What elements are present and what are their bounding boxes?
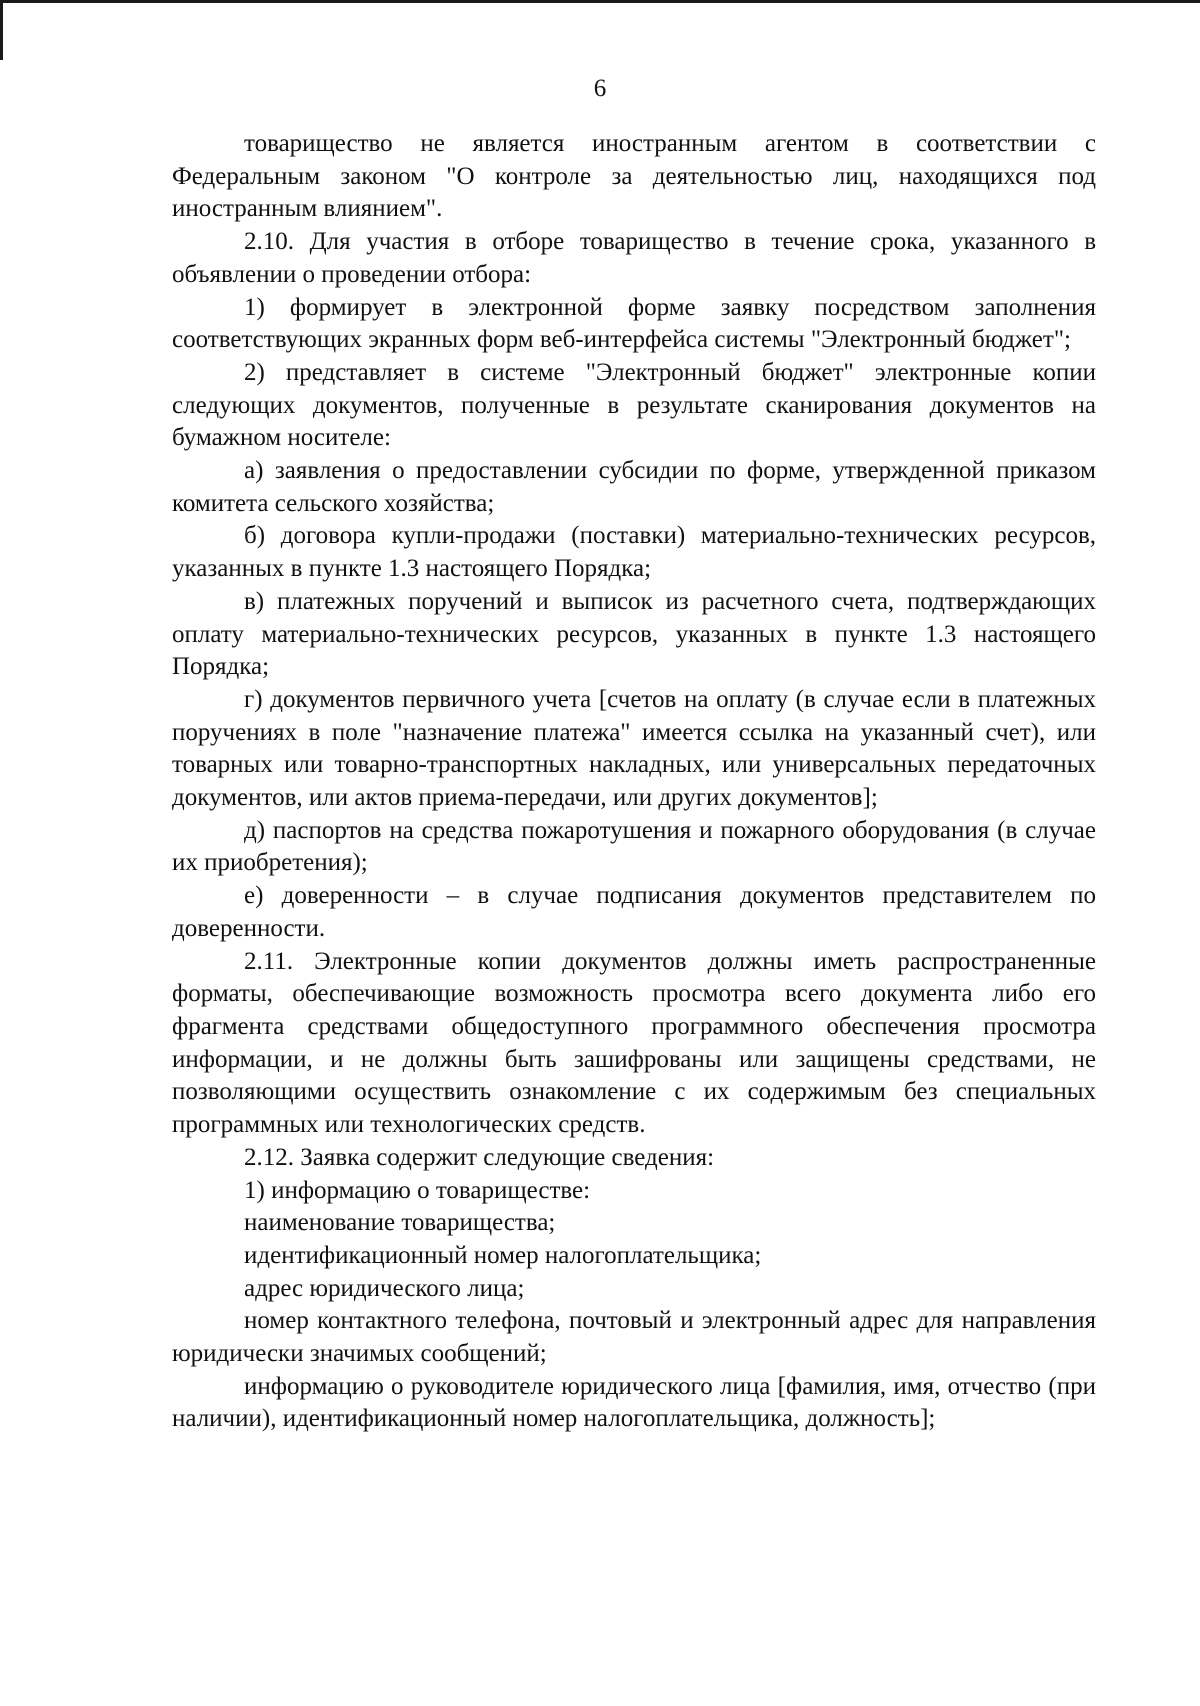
page-number: 6 xyxy=(593,75,607,102)
paragraph-item-a: а) заявления о предоставлении субсидии по форме, утвержденной приказом комитета сельского хозяйства; xyxy=(172,457,1096,517)
paragraph-foreign-agent: товарищество не является иностранным агентом в соответствии с Федеральным законом "О контроле за деятельностью лиц, находящихся под иностранным влиянием". xyxy=(172,130,1096,223)
paragraph-tax-id: идентификационный номер налогоплательщика; xyxy=(244,1241,762,1269)
paragraph-item-b: б) договора купли-продажи (поставки) материально-технических ресурсов, указанных в пункте 1.3 настоящего Порядка; xyxy=(172,522,1096,583)
scan-left-edge xyxy=(0,0,3,60)
paragraph-contacts: номер контактного телефона, почтовый и электронный адрес для направления юридически значимых сообщений; xyxy=(172,1307,1096,1368)
paragraph-item-e: е) доверенности – в случае подписания документов представителем по доверенности. xyxy=(172,882,1096,942)
document-body xyxy=(172,128,1096,1436)
paragraph-item-d: д) паспортов на средства пожаротушения и пожарного оборудования (в случае их приобретения); xyxy=(172,816,1096,877)
paragraph-partnership-name: наименование товарищества; xyxy=(244,1209,556,1237)
scan-top-edge xyxy=(0,0,1200,3)
paragraph-2-11: 2.11. Электронные копии документов должны иметь распространенные форматы, обеспечивающие возможность просмотра всего документа либо его фрагмента средствами общедоступного программного обеспечения просмотра информации, и не должны быть зашифрованы или защищены средствами, не позволяющими осуществить ознакомление с их содержимым без специальных программных или технологических средств. xyxy=(172,947,1096,1139)
paragraph-2-12-item-1: 1) информацию о товариществе: xyxy=(244,1176,591,1204)
paragraph-2-12: 2.12. Заявка содержит следующие сведения: xyxy=(244,1143,715,1171)
paragraph-item-v: в) платежных поручений и выписок из расчетного счета, подтверждающих оплату материально-технических ресурсов, указанных в пункте 1.3 настоящего Порядка; xyxy=(172,587,1096,681)
paragraph-item-g: г) документов первичного учета [счетов на оплату (в случае если в платежных поручениях в поле "назначение платежа" имеется ссылка на указанный счет), или товарных или товарно-транспортных накладных, или универсальных передаточных документов, или актов приема-передачи, или других документов]; xyxy=(172,685,1096,812)
paragraph-2-10: 2.10. Для участия в отборе товарищество в течение срока, указанного в объявлении о проведении отбора: xyxy=(172,228,1096,288)
paragraph-2-10-item-2: 2) представляет в системе "Электронный бюджет" электронные копии следующих документов, полученные в результате сканирования документов на бумажном носителе: xyxy=(172,358,1096,452)
paragraph-legal-address: адрес юридического лица; xyxy=(244,1274,525,1302)
paragraph-head-info: информацию о руководителе юридического лица [фамилия, имя, отчество (при наличии), идентификационный номер налогоплательщика, должность]; xyxy=(172,1372,1096,1433)
paragraph-2-10-item-1: 1) формирует в электронной форме заявку посредством заполнения соответствующих экранных форм веб-интерфейса системы "Электронный бюджет"; xyxy=(172,293,1096,354)
